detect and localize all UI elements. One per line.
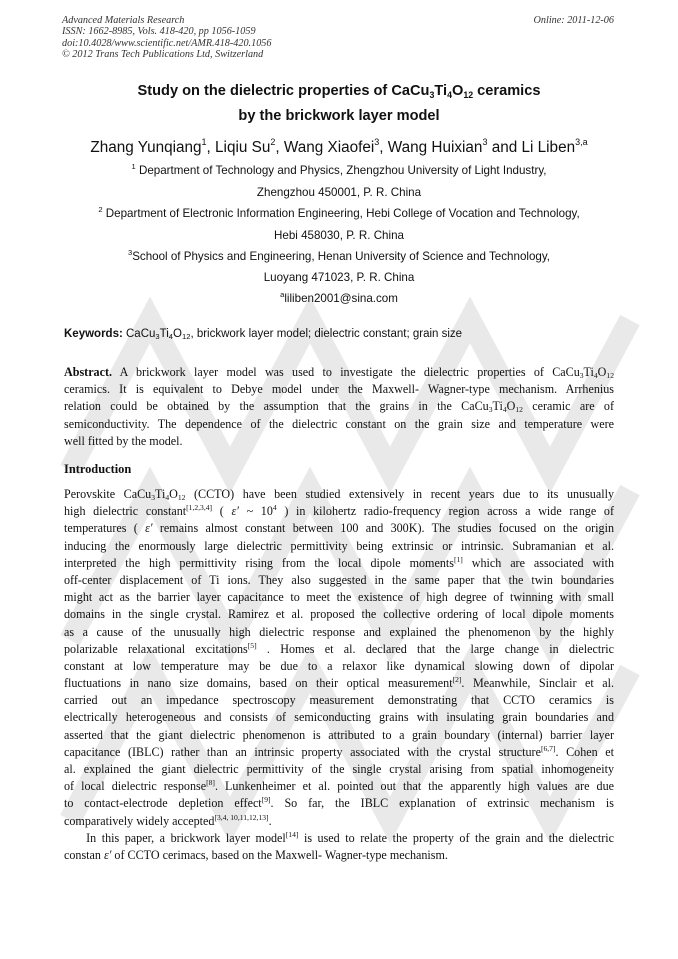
body-line: carried out an impedance spectroscopy measurement demonstrating that CCTO ceramics is	[64, 693, 614, 708]
body-line: domains in the single crystal. Ramirez et al. proposed the collective ordering of local dipole moments	[64, 607, 614, 622]
author-list: Zhang Yunqiang$^1$, Liqiu Su$^2$, Wang Xiaofei$^3$, Wang Huixian$^3$ and Li Liben$^{3,a}$	[90, 137, 588, 156]
body-line: inducing the enormously large dielectric permittivity being extrinsic or intrinsic. Subramanian et al.	[64, 538, 614, 553]
doi-line: doi:10.4028/www.scientific.net/AMR.418-420.1056	[62, 37, 272, 49]
author-name: Zhang Yunqiang	[90, 139, 202, 156]
author-name: Wang Huixian	[387, 139, 483, 156]
abstract-line: well fitted by the model.	[64, 433, 183, 448]
body-line: to contact-electrode depletion effect[9]. So far, the IBLC explanation of extrinsic mechanism is	[64, 795, 614, 811]
online-date: Online: 2011-12-06	[533, 15, 614, 26]
abstract	[64, 364, 614, 450]
body-line: Perovskite CaCu3Ti4O12 (CCTO) have been studied extensively in recent years due to its unusually	[64, 487, 614, 502]
introduction-body	[64, 486, 614, 864]
body-line: interpreted the high permittivity rising from the local dipole moments[1] which are associated with	[64, 554, 614, 570]
body-line: In this paper, a brickwork layer model[14] is used to relate the property of the grain and the dielectric	[64, 829, 614, 845]
author-email: $^a$liliben2001@sina.com	[280, 290, 398, 305]
author-name: Liqiu Su	[215, 139, 271, 156]
abstract-line: relation could be obtained by the assumption that the grains in the CaCu3Ti4O12 ceramic are of	[64, 399, 614, 415]
body-line: might act as the barrier layer capacitance to meet the existence of high degree of twinning with small	[64, 590, 614, 605]
body-line: of local dielectric response[8]. Lunkenheimer et al. pointed out that the apparently high values are due	[64, 778, 615, 794]
affiliation-3-line1: $^3$School of Physics and Engineering, Henan University of Science and Technology,	[127, 248, 551, 263]
abstract-line: Abstract. A brickwork layer model was used to investigate the dielectric properties of CaCu3Ti4O12	[64, 365, 614, 380]
affiliation-1-line2: Zhengzhou 450001, P. R. China	[256, 186, 422, 199]
body-line: capacitance (IBLC) rather than an intrinsic property associated with the crystal structure[6,7]. Cohen et	[64, 743, 615, 759]
issn-line: ISSN: 1662-8985, Vols. 418-420, pp 1056-1059	[62, 26, 256, 38]
body-line: constant at low temperature may be due to a relaxor like dynamical slowing down of dipolar	[64, 658, 614, 673]
author-name: Li Liben	[521, 139, 576, 156]
keywords-label: Keywords:	[64, 328, 123, 340]
keywords: Keywords: $CaCu_3Ti_4O_{12}$, brickwork layer model; dielectric constant; grain size	[64, 328, 463, 341]
affiliation-3-line2: Luoyang 471023, P. R. China	[263, 271, 415, 284]
section-heading-introduction: Introduction	[64, 462, 132, 476]
body-line: as a cause of the unusually high dielectric response and explained the phenomenon by the highly	[64, 624, 614, 639]
body-line: polarizable relaxational excitations[5] . Homes et al. declared that the large change in dielectric	[64, 640, 614, 656]
paper-title-line2: by the brickwork layer model	[238, 108, 440, 124]
author-name: Wang Xiaofei	[283, 139, 375, 156]
affiliation-2-line2: Hebi 458030, P. R. China	[274, 229, 404, 242]
copyright-line: © 2012 Trans Tech Publications Ltd, Switzerland	[62, 48, 264, 60]
body-line: constan ε′ of CCTO cerimacs, based on the Maxwell- Wagner-type mechanism.	[64, 847, 448, 862]
abstract-line: ceramics. It is equivalent to Debye model under the Maxwell- Wagner-type mechanism. Arrhenius	[64, 382, 614, 397]
body-line: fluctuations in nano size domains, based on their optical measurement[2]. Meanwhile, Sinclair et al.	[64, 675, 614, 691]
affiliation-2-line1: $^2$ Department of Electronic Information Engineering, Hebi College of Vocation and Technology,	[98, 205, 580, 220]
paper-title-line1: Study on the dielectric properties of $CaCu_3Ti_4O_{12}$ ceramics	[137, 83, 541, 100]
body-line: high dielectric constant[1,2,3,4] ( ε′ ~ $10^4$ ) in kilohertz radio-frequency region across a wide range of	[64, 503, 614, 519]
body-line: asserted that the giant dielectric phenomenon is attributed to a grain boundary (internal) barrier layer	[64, 727, 614, 742]
affiliation-1-line1: $^1$ Department of Technology and Physics, Zhengzhou University of Light Industry,	[131, 162, 547, 177]
body-line: electrically heterogeneous and consists of semiconducting grains with insulating grain boundaries and	[64, 710, 614, 725]
journal-name: Advanced Materials Research	[62, 15, 185, 26]
body-line: comparatively widely accepted[3,4, 10,11,12,13].	[64, 812, 272, 828]
body-line: al. explained the giant dielectric permittivity of the single crystal arising from spatial inhomogeneity	[64, 762, 614, 776]
journal-header	[62, 15, 271, 60]
body-line: off-center displacement of Ti ions. They also suggested in the same paper that the twin boundaries	[64, 572, 614, 587]
body-line: temperatures ( ε′ remains almost constant between 100 and 300K). The studies focused on the origin	[64, 521, 614, 536]
abstract-line: semiconductivity. The dependence of the dielectric constant on the grain size and temperature were	[64, 416, 614, 431]
